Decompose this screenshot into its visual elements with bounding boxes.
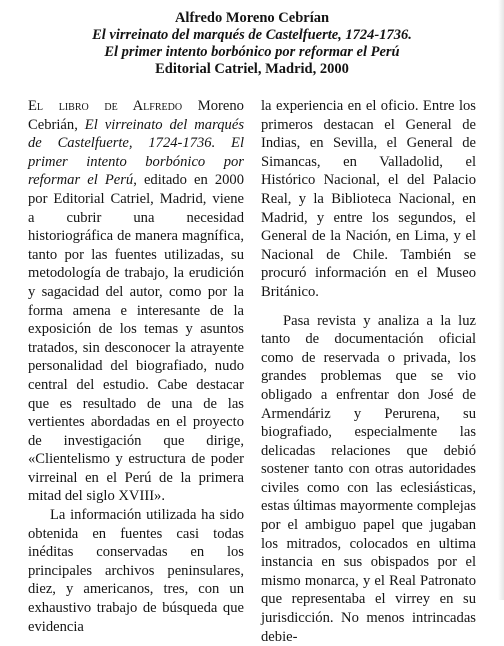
review-header [0,10,504,78]
book-title-inline: El virreinato del marqués de Castelfuerte, 1724-1736. El primer intento borbónico por reformar el Perú [28,116,244,189]
book-title-line-1: El virreinato del marqués de Castelfuerte, 1724-1736. [92,27,412,43]
paragraph-gap [261,302,476,312]
book-author: Alfredo Moreno Cebrían [174,10,330,26]
right-text-column [261,97,476,646]
book-publisher: Editorial Catriel, Madrid, 2000 [155,61,349,77]
right-paragraph-1: la experiencia en el oficio. Entre los primeros destacan el General de Indias, en Sevilla, el General de Simancas, en Valladolid, el Histórico Nacional, el del Palacio Real, y la Biblioteca Nacional, en Madrid, y entre los segundos, el General de la Nación, en Lima, y el Nacional de Chile. También se procuró información en el Museo Británico. [261,98,476,300]
opening-smallcaps: El libro de Alfredo [28,98,183,114]
left-paragraph-2: La información utilizada ha sido obtenida en fuentes casi todas inéditas conservadas en los principales archivos peninsulares, diez, y americanos, tres, con un exhaustivo trabajo de búsqueda que evidencia [28,507,244,635]
right-paragraph-2: Pasa revista y analiza a la luz tanto de documentación oficial como de reservada o privada, los grandes problemas que se vio obligado a enfrentar don José de Armendáriz y Perurena, su biografiado, especialmente las delicadas relaciones que debió sostener tanto con otras autoridades civiles como con las eclesiásticas, estas últimas mayormente complejas por el ambiguo papel que jugaban los mitrados, colocados en ultima instancia en sus obispados por el mismo monarca, y el Real Patronato que representaba el virrey en su jurisdicción. No menos intrincadas debie- [261,312,476,645]
book-title-line-2: El primer intento borbónico por reformar el Perú [104,44,400,60]
left-paragraph-1 [28,97,244,506]
left-text-column [28,97,244,636]
left-paragraph-1-body: , editado en 2000 por Editorial Catriel, Madrid, viene a cubrir una necesidad historiográfica de manera magnífica, tanto por las fuentes utilizadas, su metodología de trabajo, la erudición y sagacidad del autor, como por la forma amena e interesante de la exposición de los temas y asuntos tratados, sin desconocer la atrayente personalidad del biografiado, nudo central del estudio. Cabe destacar que es resultado de una de las vertientes abordadas en el proyecto de investigación que dirige, «Clientelismo y estructura de poder virreinal en el Perú de la primera mitad del siglo XVIII». [28,172,245,505]
author-name-inline: Moreno Cebrián, [28,98,244,133]
